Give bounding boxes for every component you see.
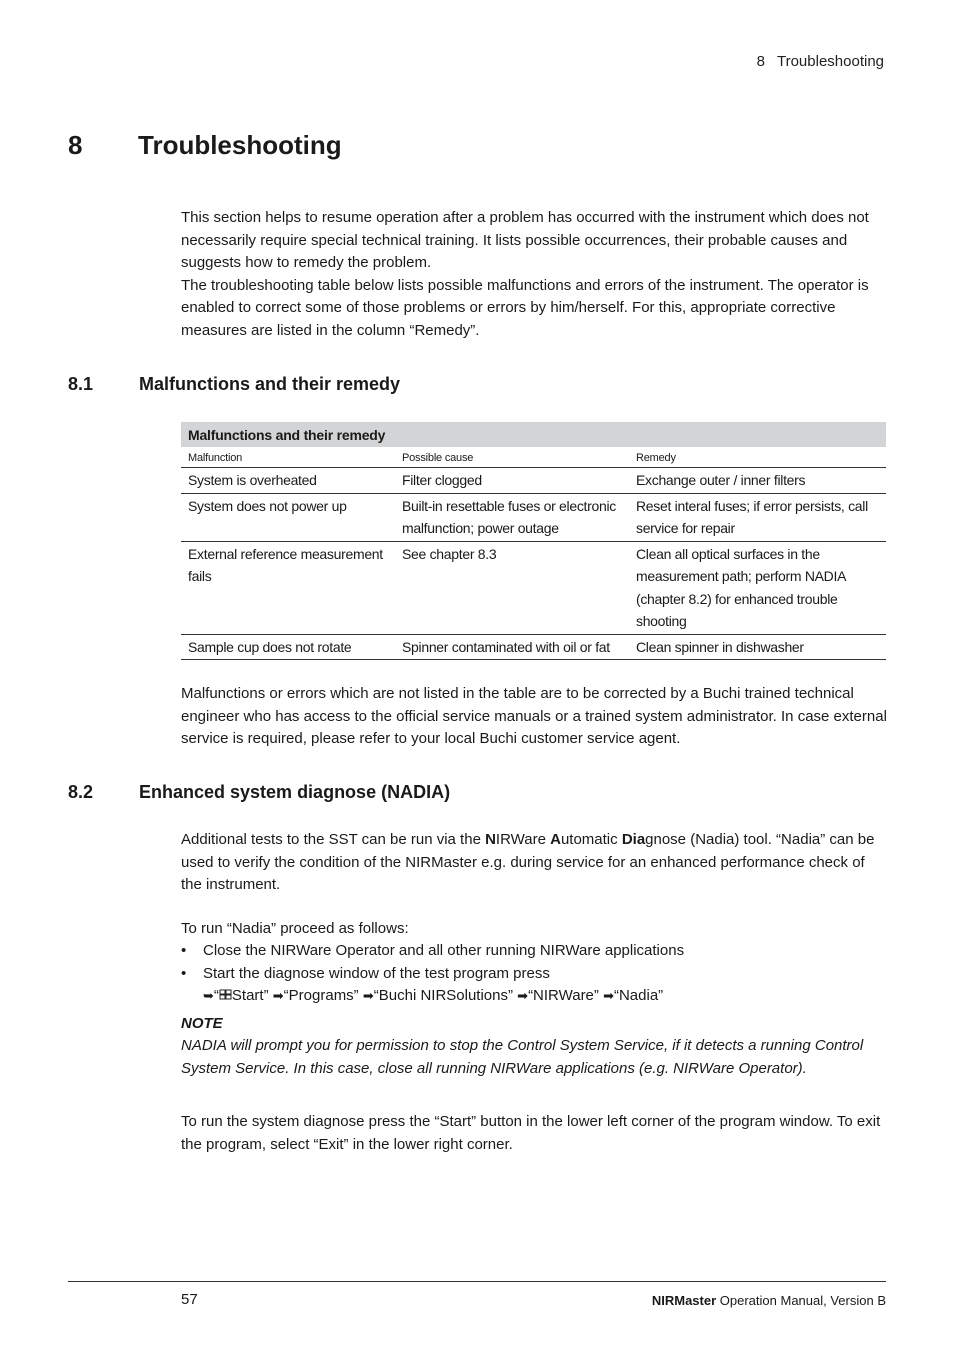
after-table-paragraph [181, 683, 887, 751]
chapter-intro [181, 207, 887, 342]
table-cell: Clean all optical surfaces in the measurement path; perform NADIA (chapter 8.2) for enhanced trouble shooting [629, 541, 886, 634]
path-programs: “Programs” [283, 987, 359, 1004]
column-header-possible-cause: Possible cause [395, 447, 629, 468]
acronym-letter-n: N [485, 831, 496, 848]
chapter-title-text: Troubleshooting [138, 130, 342, 160]
section-title: Malfunctions and their remedy [139, 374, 401, 394]
footer-product: NIRMaster [651, 1293, 717, 1308]
bullet-icon: • [181, 942, 187, 959]
hook-arrow-icon: ➥ [203, 988, 214, 1003]
arrow-right-icon: ➡ [272, 988, 284, 1003]
chapter-number: 8 [68, 130, 83, 160]
running-header [757, 53, 884, 70]
footer-divider [68, 1281, 886, 1282]
table-caption: Malfunctions and their remedy [181, 422, 886, 447]
menu-path: ➥“ Start” ➡“Programs” ➡“Buchi NIRSolutions” ➡“NIRWare” ➡“Nadia” [203, 987, 664, 1004]
table-cell: System is overheated [181, 468, 395, 494]
table-row [181, 493, 886, 541]
path-nadia: “Nadia” [613, 987, 664, 1004]
footer-document-title [652, 1293, 886, 1308]
table-cell: Filter clogged [395, 468, 629, 494]
section-heading-8-2 [68, 782, 450, 803]
table-cell: See chapter 8.3 [395, 541, 629, 634]
table-row [181, 634, 886, 660]
section-number: 8.2 [68, 782, 94, 802]
chapter-title [68, 130, 342, 161]
list-item-text: Close the NIRWare Operator and all other running NIRWare applications [203, 942, 685, 959]
acronym-rest-n: IRWare [495, 831, 551, 848]
intro-paragraph-2: The troubleshooting table below lists possible malfunctions and errors of the instrument. The operator is enabled to correct some of those problems or errors by him/herself. For this, appropriate corrective measures are listed in the column “Remedy”. [181, 276, 869, 339]
table-cell: Sample cup does not rotate [181, 634, 395, 660]
section-heading-8-1 [68, 374, 400, 395]
table-cell: Clean spinner in dishwasher [629, 634, 886, 660]
table-cell: Spinner contaminated with oil or fat [395, 634, 629, 660]
windows-start-icon [219, 986, 232, 998]
table-row [181, 468, 886, 494]
note-text: NADIA will prompt you for permission to stop the Control System Service, if it detects a running Control System Service. In this case, close all running NIRWare applications (e.g. NIRWare Operator). [181, 1037, 864, 1077]
table-cell: External reference measurement fails [181, 541, 395, 634]
acronym-rest-a: utomatic [560, 831, 622, 848]
nadia-intro-suffix: gnose (Nadia) tool. “Nadia” can be used to verify the condition of the NIRMaster e.g. during service for an enhanced performance check of the instrument. [181, 831, 875, 893]
malfunctions-table [181, 422, 886, 660]
running-header-title: Troubleshooting [776, 53, 884, 70]
acronym-letters-dia: Dia [621, 831, 646, 848]
section-number: 8.1 [68, 374, 94, 394]
arrow-right-icon: ➡ [603, 988, 614, 1003]
list-item-text: Start the diagnose window of the test program press [203, 964, 550, 982]
table-cell: System does not power up [181, 493, 395, 541]
page-number: 57 [181, 1291, 198, 1308]
path-nirware: “NIRWare” [528, 987, 599, 1004]
path-buchi: “Buchi NIRSolutions” [373, 987, 513, 1004]
bullet-icon: • [181, 964, 187, 982]
nadia-intro-paragraph [181, 829, 887, 897]
running-header-number: 8 [756, 53, 765, 70]
after-table-text: Malfunctions or errors which are not listed in the table are to be corrected by a Buchi trained technical engineer who has access to the official service manuals or a trained system administrator. In case external service is required, please refer to your local Buchi customer service agent. [181, 685, 887, 747]
intro-paragraph-1: This section helps to resume operation after a problem has occurred with the instrument which does not necessarily require special technical training. It lists possible occurrences, their probable causes and suggests how to remedy the problem. [181, 209, 869, 271]
arrow-right-icon: ➡ [362, 988, 374, 1003]
steps-list [181, 940, 887, 1008]
list-item [181, 940, 887, 963]
nadia-intro-prefix: Additional tests to the SST can be run via the [181, 831, 486, 848]
list-item [181, 963, 887, 1008]
table-cell: Reset interal fuses; if error persists, call service for repair [629, 493, 886, 541]
section-title: Enhanced system diagnose (NADIA) [139, 782, 451, 802]
column-header-malfunction: Malfunction [181, 447, 395, 468]
note-label: NOTE [181, 1014, 223, 1032]
final-paragraph: To run the system diagnose press the “Start” button in the lower left corner of the program window. To exit the program, select “Exit” in the lower right corner. [181, 1113, 881, 1153]
acronym-letter-a: A [550, 831, 561, 848]
arrow-right-icon: ➡ [517, 988, 529, 1003]
footer-manual: Operation Manual, Version B [719, 1293, 886, 1308]
proceed-text: To run “Nadia” proceed as follows: [181, 919, 409, 937]
table-cell: Built-in resettable fuses or electronic malfunction; power outage [395, 493, 629, 541]
column-header-remedy: Remedy [629, 447, 886, 468]
section-8-2-body [181, 829, 887, 1156]
table-row [181, 541, 886, 634]
path-start: Start” [231, 987, 269, 1004]
table-cell: Exchange outer / inner filters [629, 468, 886, 494]
